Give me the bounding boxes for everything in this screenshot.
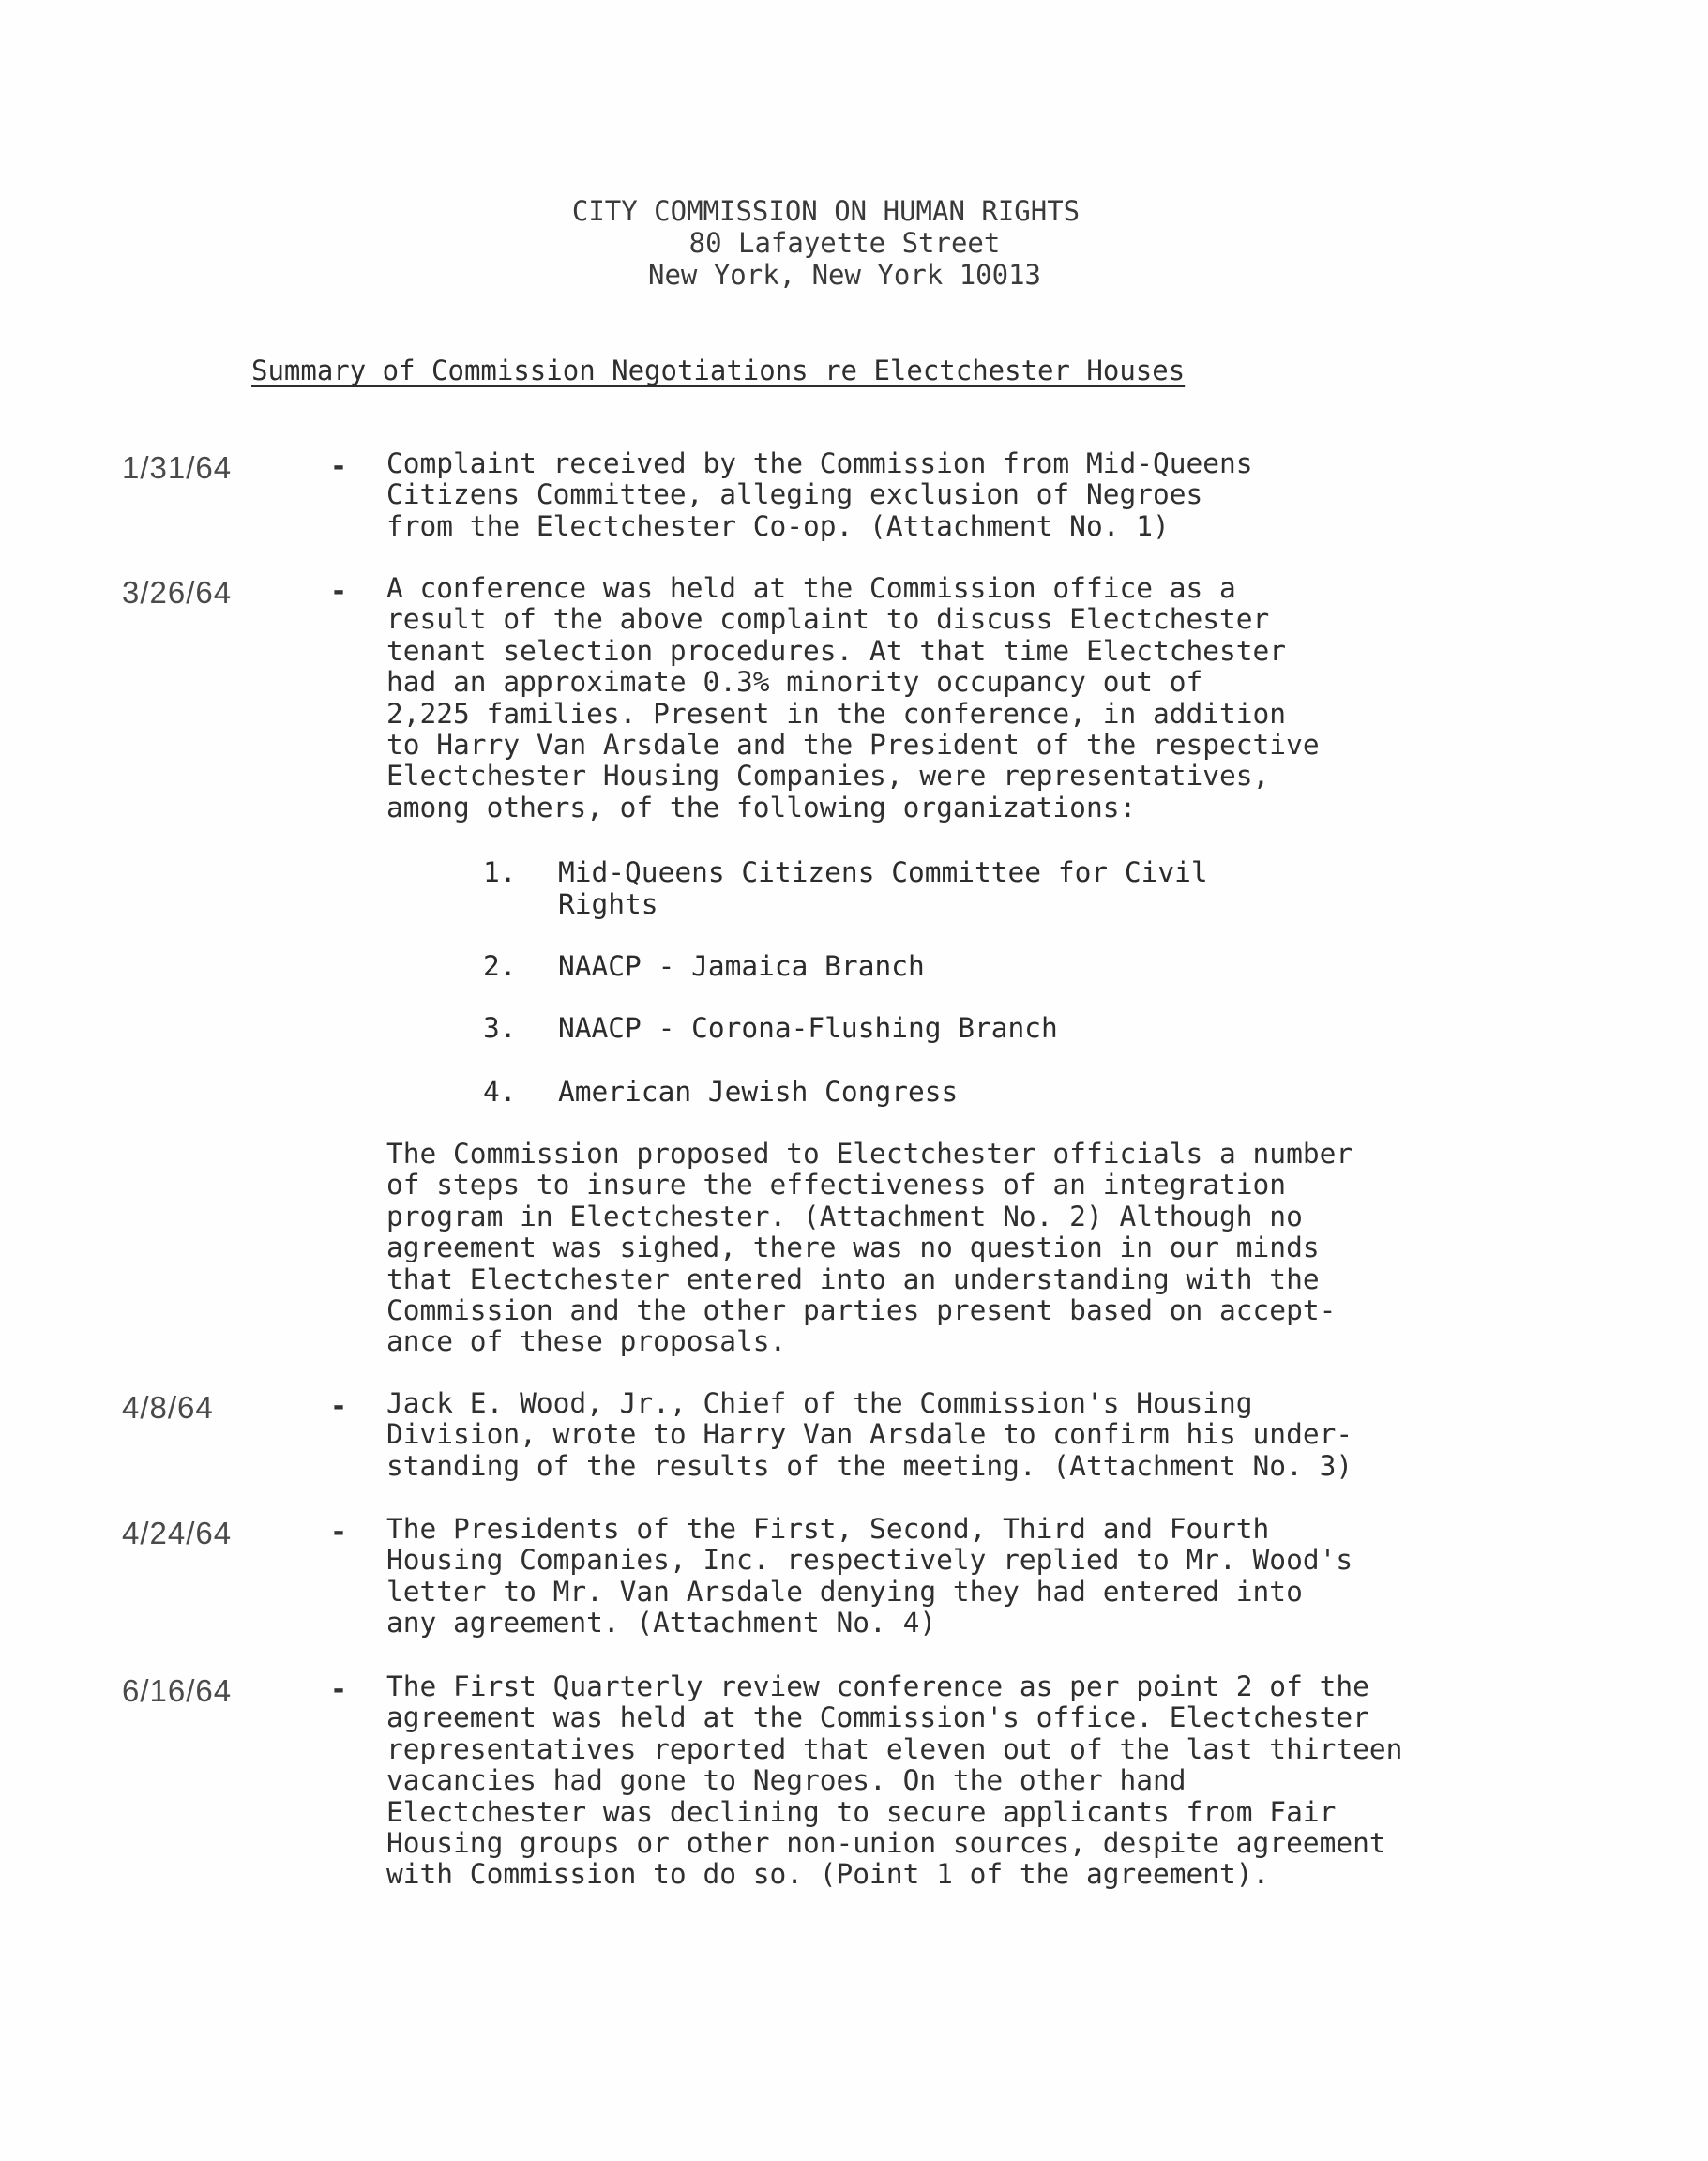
entry-date: 1/31/64 bbox=[122, 450, 233, 485]
entry-followup-text: The Commission proposed to Electchester officials a number of steps to insure the effectiveness of an integration program in Electchester. (Attachment No. 2) Although no agreement was sighed, there was no question in our minds that Electchester entered into an understanding with the Commission and the other parties present based on accept- ance of these proposals. bbox=[386, 1138, 1353, 1358]
organization-number: 3. bbox=[483, 1012, 517, 1044]
entry-date: 6/16/64 bbox=[122, 1673, 233, 1708]
entry-dash: - bbox=[330, 1390, 348, 1423]
letterhead bbox=[0, 195, 1708, 291]
organization-number: 1. bbox=[483, 856, 517, 888]
entry-dash: - bbox=[330, 1673, 348, 1706]
letterhead-street: 80 Lafayette Street bbox=[688, 227, 1001, 259]
letterhead-city: New York, New York 10013 bbox=[647, 259, 1042, 291]
entry-text: Complaint received by the Commission from Mid-Queens Citizens Committee, alleging exclusion of Negroes from the Electchester Co-op. (Attachment No. 1) bbox=[386, 447, 1253, 542]
entry-dash: - bbox=[330, 450, 348, 483]
entry-date: 4/24/64 bbox=[122, 1516, 233, 1550]
organization-name: NAACP - Jamaica Branch bbox=[558, 950, 925, 982]
organization-number: 2. bbox=[483, 950, 517, 982]
entry-dash: - bbox=[330, 575, 348, 608]
organization-name: American Jewish Congress bbox=[558, 1076, 959, 1108]
entry-date: 4/8/64 bbox=[122, 1390, 214, 1425]
entry-text: A conference was held at the Commission office as a result of the above complaint to discuss Electchester tenant selection procedures. At that time Electchester had an approximate 0.3% minority occupancy out of 2,225 families. Present in the conference, in addition to Harry Van Arsdale and the President of the respective Electchester Housing Companies, were representatives, among others, of the following organizations: bbox=[386, 572, 1320, 824]
document-title: Summary of Commission Negotiations re Electchester Houses bbox=[251, 355, 1186, 386]
entry-text: The First Quarterly review conference as per point 2 of the agreement was held at the Commission's office. Electchester representatives reported that eleven out of the last thirteen vacancies had gone to Negroes. On the other hand Electchester was declining to secure applicants from Fair Housing groups or other non-union sources, despite agreement with Commission to do so. (Point 1 of the agreement). bbox=[386, 1670, 1403, 1891]
organization-name: Mid-Queens Citizens Committee for Civil Rights bbox=[558, 856, 1208, 920]
entry-date: 3/26/64 bbox=[122, 575, 233, 610]
organization-number: 4. bbox=[483, 1076, 517, 1108]
organization-name: NAACP - Corona-Flushing Branch bbox=[558, 1012, 1058, 1044]
entry-text: The Presidents of the First, Second, Third and Fourth Housing Companies, Inc. respectively replied to Mr. Wood's letter to Mr. Van Arsdale denying they had entered into any agreement. (Attachment No. 4) bbox=[386, 1513, 1353, 1640]
letterhead-organization: CITY COMMISSION ON HUMAN RIGHTS bbox=[571, 195, 1081, 227]
entry-dash: - bbox=[330, 1516, 348, 1549]
entry-text: Jack E. Wood, Jr., Chief of the Commission's Housing Division, wrote to Harry Van Arsdale to confirm his under- standing of the results of the meeting. (Attachment No. 3) bbox=[386, 1387, 1353, 1482]
